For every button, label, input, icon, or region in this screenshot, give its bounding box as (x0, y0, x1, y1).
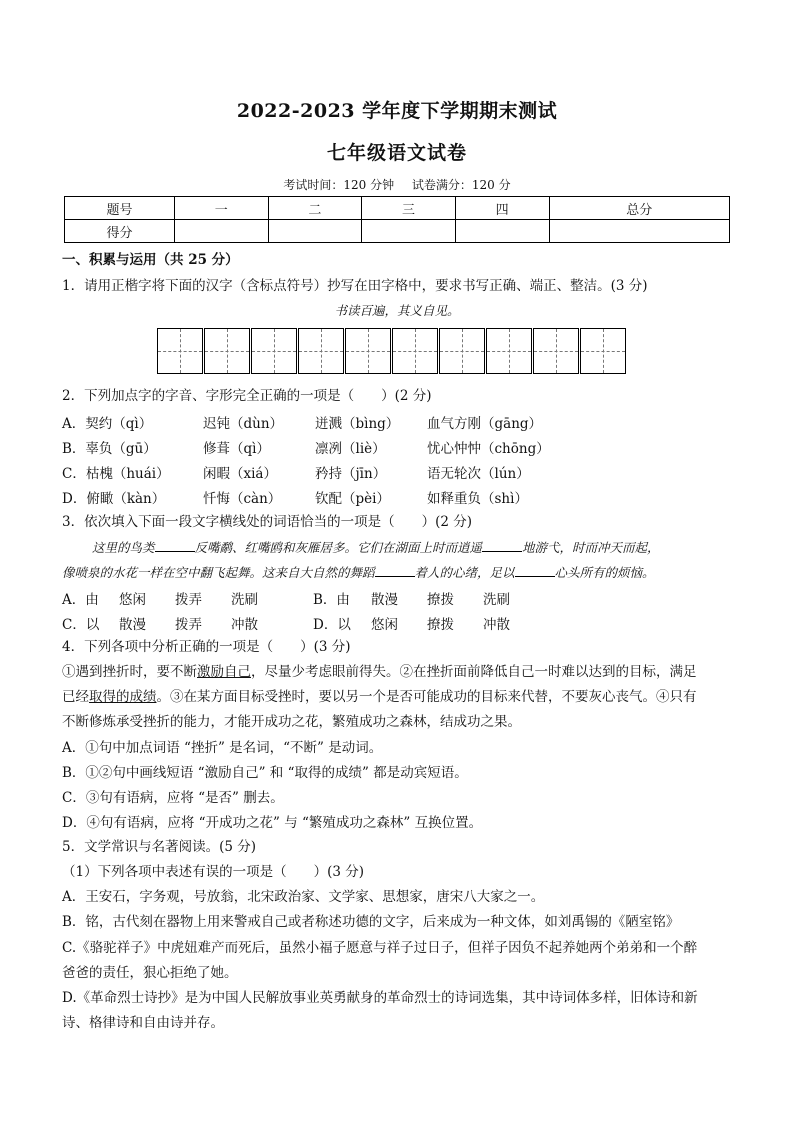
passage-text: 。③在某方面目标受挫时，要以另一个是否可能成功的目标来代替，不要灰心丧气。④只有 (156, 689, 697, 705)
option-item: D．以 (313, 617, 351, 633)
score-table (64, 196, 730, 243)
option-item: 拨弄 (175, 592, 202, 608)
tianzige-cell[interactable] (439, 328, 485, 374)
q4-passage-line: 不断修炼承受挫折的能力，才能开成功之花，繁殖成功之森林，结成功之果。 (62, 714, 521, 730)
option-item: 忧心忡忡（chōng） (427, 441, 550, 457)
option-item: A．由 (62, 592, 99, 608)
option-item: 血气方刚（gāng） (427, 416, 543, 432)
tianzige-cell[interactable] (298, 328, 344, 374)
q5-option-d-cont: 诗、格律诗和自由诗并存。 (62, 1015, 224, 1031)
tianzige-cell[interactable] (345, 328, 391, 374)
option-item: A．契约（qì） (62, 416, 153, 432)
q4-option-c: C．③句有语病，应将 “是否” 删去。 (62, 790, 284, 806)
option-item: 撩拨 (427, 592, 454, 608)
exam-time: 考试时间：120 分钟 (283, 178, 395, 192)
q4-passage-line (62, 660, 734, 685)
q4-passage (62, 660, 734, 735)
option-item: 修葺（qì） (203, 441, 270, 457)
fill-blank[interactable] (482, 540, 522, 552)
score-cell: 二 (268, 197, 362, 220)
tianzige-cell[interactable] (533, 328, 579, 374)
exam-title: 2022-2023 学年度下学期期末测试 (236, 100, 558, 122)
option-item: B．辜负（gū） (62, 441, 157, 457)
section-heading: 一、积累与运用（共 25 分） (62, 252, 239, 268)
score-cell: 三 (362, 197, 456, 220)
score-input-cell[interactable] (268, 220, 362, 243)
q5-option-a: A．王安石，字务观，号放翁，北宋政治家、文学家、思想家，唐宋八大家之一。 (62, 889, 545, 905)
score-cell: 四 (455, 197, 549, 220)
option-item: 洗刷 (231, 592, 258, 608)
tianzige-cell[interactable] (157, 328, 203, 374)
score-input-cell[interactable] (549, 220, 730, 243)
underlined-phrase: 激励自己 (197, 664, 251, 680)
fill-blank[interactable] (515, 565, 555, 577)
q3-stem: 3．依次填入下面一段文字横线处的词语恰当的一项是（ ）(2 分) (62, 514, 473, 530)
exam-meta (0, 176, 794, 193)
tianzige-cell[interactable] (392, 328, 438, 374)
q3-passage-line1 (92, 538, 660, 558)
option-item: C．枯槐（huái） (62, 466, 170, 482)
score-table-header-row (65, 197, 730, 220)
passage-text: 着人的心绪，足以 (414, 565, 515, 580)
fill-blank[interactable] (375, 565, 415, 577)
tianzige-cell[interactable] (580, 328, 626, 374)
passage-text: 这里的鸟类 (92, 540, 155, 555)
passage-text: 地游弋，时而冲天而起， (522, 540, 660, 555)
option-item: C．以 (62, 617, 100, 633)
score-cell: 得分 (65, 220, 175, 243)
underlined-phrase: 取得的成绩 (89, 689, 157, 705)
option-item: 凛冽（liè） (315, 441, 386, 457)
q5-option-d: D.《革命烈士诗抄》是为中国人民解放事业英勇献身的革命烈士的诗词选集，其中诗词体多样，旧体诗和新 (62, 990, 698, 1006)
option-item: 撩拨 (427, 617, 454, 633)
score-input-cell[interactable] (455, 220, 549, 243)
q3-passage-line2 (62, 563, 655, 583)
option-item: 冲散 (483, 617, 510, 633)
option-item: 语无轮次（lún） (427, 466, 530, 482)
passage-text: 反嘴鹬、红嘴鸥和灰雁居多。它们在湖面上时而逍遥 (194, 540, 483, 555)
option-item: 散漫 (371, 592, 398, 608)
option-item: 钦配（pèi） (315, 491, 390, 507)
option-item: 如释重负（shì） (427, 491, 528, 507)
q4-option-a: A．①句中加点词语 “挫折” 是名词，“不断” 是动词。 (62, 740, 383, 756)
option-item: 悠闲 (371, 617, 398, 633)
score-input-cell[interactable] (175, 220, 269, 243)
option-item: 悠闲 (119, 592, 146, 608)
option-item: 迟钝（dùn） (203, 416, 284, 432)
passage-text: 心头所有的烦恼。 (554, 565, 655, 580)
score-cell: 总分 (549, 197, 730, 220)
option-item: 散漫 (119, 617, 146, 633)
option-item: 忏悔（càn） (203, 491, 282, 507)
q4-passage-line (62, 685, 734, 710)
q5-option-b: B．铭，古代刻在器物上用来警戒自己或者称述功德的文字，后来成为一种文体，如刘禹锡的《陋室铭》 (62, 914, 680, 930)
q1-stem: 1．请用正楷字将下面的汉字（含标点符号）抄写在田字格中，要求书写正确、端正、整洁。(3 分) (62, 278, 648, 294)
q4-stem: 4．下列各项中分析正确的一项是（ ）(3 分) (62, 639, 351, 655)
q4-option-b: B．①②句中画线短语 “激励自己” 和 “取得的成绩” 都是动宾短语。 (62, 765, 468, 781)
option-item: B．由 (313, 592, 350, 608)
q1-copy-text: 书读百遍，其义自见。 (334, 303, 460, 318)
full-score: 试卷满分：120 分 (411, 178, 511, 192)
q5-sub1-stem: （1）下列各项中表述有误的一项是（ ）(3 分) (62, 864, 365, 880)
option-item: D．俯瞰（kàn） (62, 491, 166, 507)
tianzige-cell[interactable] (204, 328, 250, 374)
q5-option-c-cont: 爸爸的责任，狠心拒绝了她。 (62, 965, 238, 981)
passage-text: 已经 (62, 689, 89, 705)
option-item: 矜持（jīn） (315, 466, 387, 482)
passage-text: 像喷泉的水花一样在空中翻飞起舞。这来自大自然的舞蹈 (62, 565, 375, 580)
tianzige-cell[interactable] (486, 328, 532, 374)
score-cell: 一 (175, 197, 269, 220)
option-item: 冲散 (231, 617, 258, 633)
option-item: 拨弄 (175, 617, 202, 633)
passage-text: ①遇到挫折时，要不断 (62, 664, 197, 680)
q5-stem: 5．文学常识与名著阅读。(5 分) (62, 839, 257, 855)
passage-text: ，尽量少考虑眼前得失。②在挫折面前降低自己一时难以达到的目标，满足 (251, 664, 697, 680)
q4-option-d: D．④句有语病，应将 “开成功之花” 与 “繁殖成功之森林” 互换位置。 (62, 815, 483, 831)
tianzige-grid (157, 328, 626, 374)
tianzige-cell[interactable] (251, 328, 297, 374)
q5-option-c: C.《骆驼祥子》中虎妞难产而死后，虽然小福子愿意与祥子过日子，但祥子因负不起养她两个弟弟和一个醉 (62, 940, 698, 956)
score-cell: 题号 (65, 197, 175, 220)
score-input-cell[interactable] (362, 220, 456, 243)
option-item: 迸溅（bìng） (315, 416, 400, 432)
score-table-score-row (65, 220, 730, 243)
option-item: 洗刷 (483, 592, 510, 608)
q2-stem: 2．下列加点字的字音、字形完全正确的一项是（ ）(2 分) (62, 388, 432, 404)
fill-blank[interactable] (155, 540, 195, 552)
exam-subtitle: 七年级语文试卷 (326, 142, 467, 164)
option-item: 闲暇（xiá） (203, 466, 277, 482)
